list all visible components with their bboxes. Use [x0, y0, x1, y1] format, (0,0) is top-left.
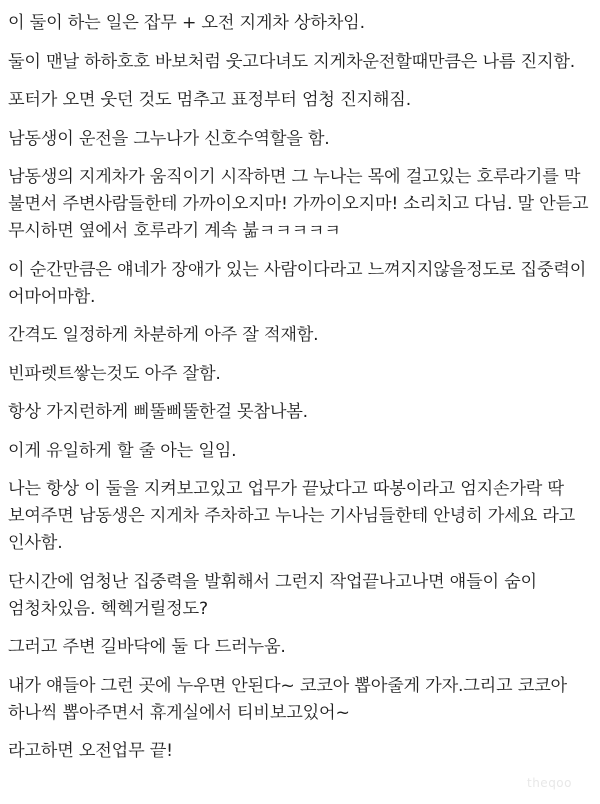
paragraph-14: 내가 얘들아 그런 곳에 누우면 안된다~ 코코아 뽑아줄게 가자.그리고 코코아 하나씩 뽑아주면서 휴게실에서 티비보고있어~: [8, 675, 567, 723]
paragraph-7: 간격도 일정하게 차분하게 아주 잘 적재함.: [8, 325, 319, 345]
paragraph-3: 포터가 오면 웃던 것도 멈추고 표정부터 엄청 진지해짐.: [8, 90, 411, 110]
paragraph-6: 이 순간만큼은 얘네가 장애가 있는 사람이다라고 느껴지지않을정도로 집중력이 어마어마함.: [8, 259, 587, 307]
watermark: theqoo: [527, 776, 572, 790]
paragraph-9: 항상 가지런하게 삐뚤삐뚤한걸 못참나봄.: [8, 402, 308, 422]
paragraph-12: 단시간에 엄청난 집중력을 발휘해서 그런지 작업끝나고나면 얘들이 숨이 엄청차있음. 헥헥거릴정도?: [8, 571, 537, 619]
paragraph-5: 남동생의 지게차가 움직이기 시작하면 그 누나는 목에 걸고있는 호루라기를 막 불면서 주변사람들한테 가까이오지마! 가까이오지마! 소리치고 다님. 말 안듣고 무시하면 옆에서 호루라기 계속 붊ㅋㅋㅋㅋㅋ: [8, 167, 589, 241]
post-body: [8, 10, 594, 777]
paragraph-11: 나는 항상 이 둘을 지켜보고있고 업무가 끝났다고 따봉이라고 엄지손가락 딱 보여주면 남동생은 지게차 주차하고 누나는 기사님들한테 안녕히 가세요 라고 인사함.: [8, 479, 576, 553]
paragraph-13: 그러고 주변 길바닥에 둘 다 드러누움.: [8, 637, 286, 657]
paragraph-1: 이 둘이 하는 일은 잡무 + 오전 지게차 상하차임.: [8, 13, 365, 33]
paragraph-4: 남동생이 운전을 그누나가 신호수역할을 함.: [8, 128, 330, 149]
paragraph-2: 둘이 맨날 하하호호 바보처럼 웃고다녀도 지게차운전할때만큼은 나름 진지함.: [8, 51, 576, 72]
paragraph-15: 라고하면 오전업무 끝!: [8, 741, 173, 761]
paragraph-10: 이게 유일하게 할 줄 아는 일임.: [8, 440, 237, 461]
paragraph-8: 빈파렛트쌓는것도 아주 잘함.: [8, 363, 221, 384]
